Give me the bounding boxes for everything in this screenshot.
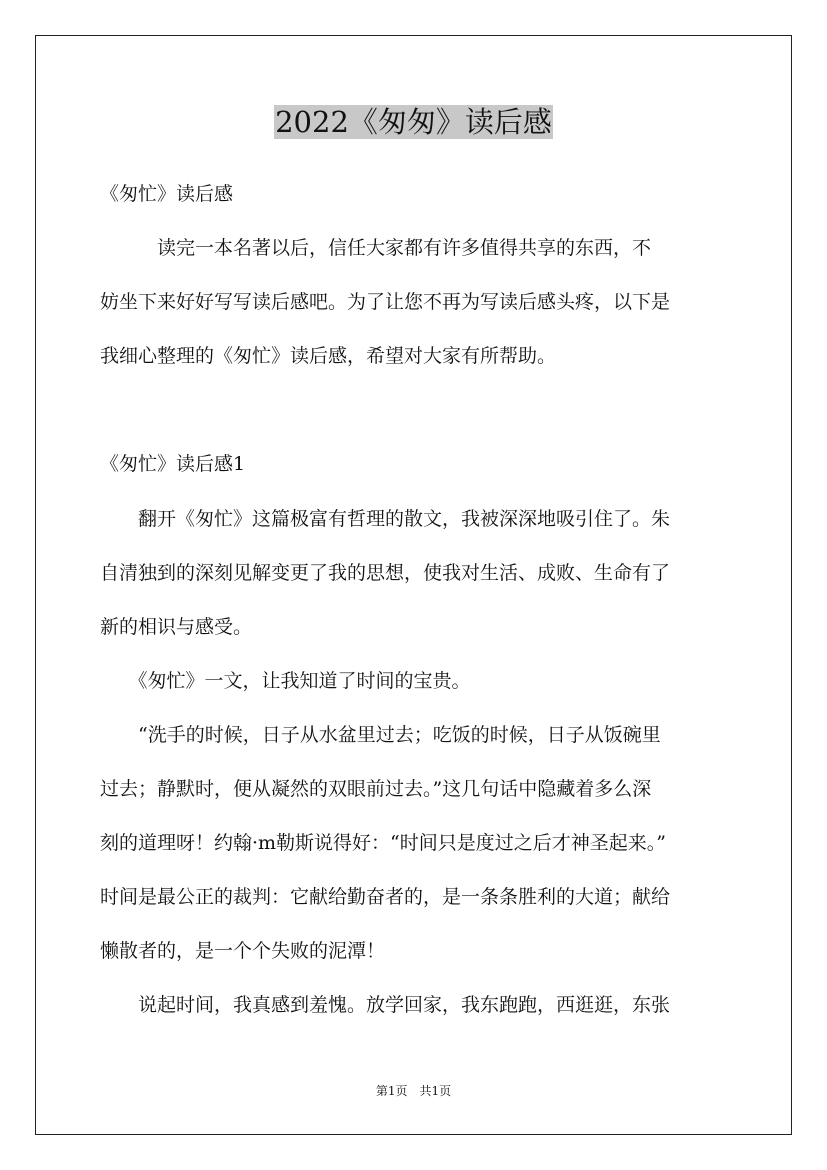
- page-footer: 第1页 共1页: [375, 1084, 452, 1098]
- subtitle-line: 《匆忙》读后感: [100, 183, 234, 205]
- section-heading: 《匆忙》读后感1: [100, 453, 246, 475]
- body-line: 自清独到的深刻见解变更了我的思想，使我对生活、成败、生命有了: [100, 562, 671, 584]
- body-line: 妨坐下来好好写写读后感吧。为了让您不再为写读后感头疼，以下是: [100, 291, 671, 313]
- body-line: 刻的道理呀！约翰·m勒斯说得好：“时间只是度过之后才神圣起来。”: [100, 832, 666, 854]
- document-title-wrap: [0, 103, 827, 141]
- body-line: 读完一本名著以后，信任大家都有许多值得共享的东西，不: [100, 237, 652, 259]
- body-line: 懒散者的，是一个个失败的泥潭！: [100, 940, 386, 962]
- body-line: “洗手的时候，日子从水盆里过去；吃饭的时候，日子从饭碗里: [100, 724, 661, 746]
- body-line: 翻开《匆忙》这篇极富有哲理的散文，我被深深地吸引住了。朱: [100, 508, 671, 530]
- body-line: 说起时间，我真感到羞愧。放学回家，我东跑跑，西逛逛，东张: [100, 994, 671, 1016]
- body-line: 时间是最公正的裁判：它献给勤奋者的，是一条条胜利的大道；献给: [100, 886, 671, 908]
- document-title: 2022《匆匆》读后感: [275, 105, 552, 139]
- body-line: 《匆忙》一文，让我知道了时间的宝贵。: [100, 670, 471, 692]
- body-line: 我细心整理的《匆忙》读后感，希望对大家有所帮助。: [100, 345, 557, 367]
- body-line: 新的相识与感受。: [100, 616, 253, 638]
- body-line: 过去；静默时，便从凝然的双眼前过去。”这几句话中隐藏着多么深: [100, 778, 652, 800]
